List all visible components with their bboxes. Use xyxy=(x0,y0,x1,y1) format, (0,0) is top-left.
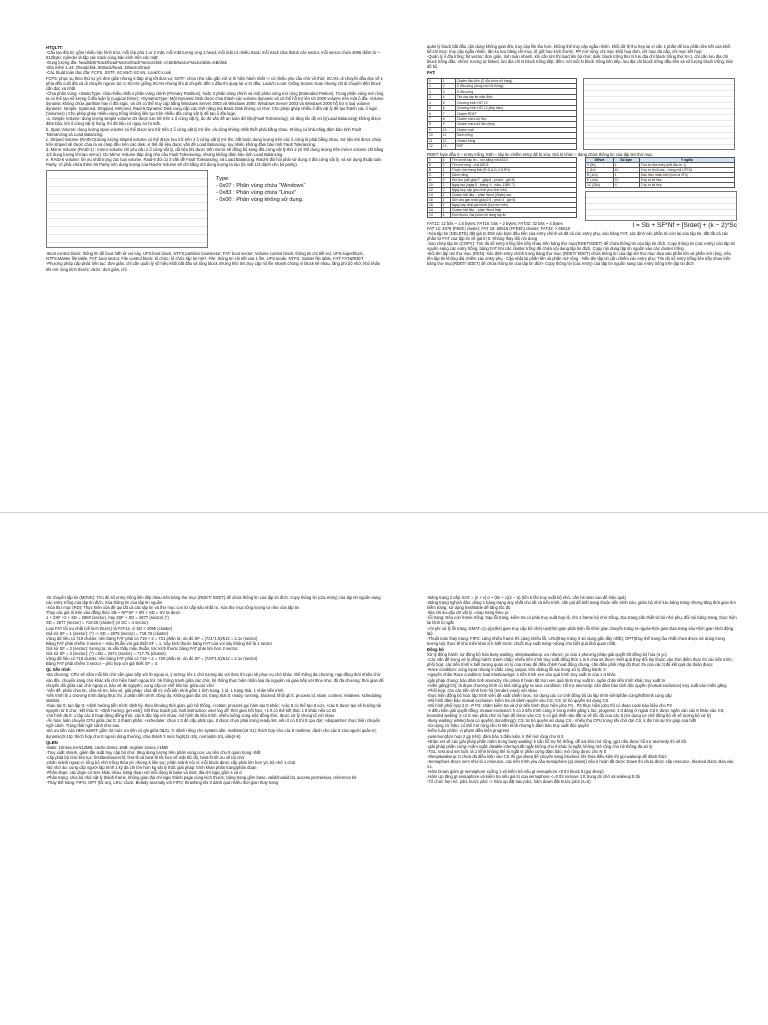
paragraph: -phân mảnh ngoại vi: tổng bộ nhớ trống thỏa y/c nhưng k liên tục; phân mảnh nội vi: mỗi block được cấp phát lớn hơn y/c bộ nhớ 1 chút xyxy=(46,760,296,765)
paragraph: d. Mirror Volume (RAID-1) : mirror volume chỉ yêu cầu 2 ổ cứng vật lý, dữ liệu khi được trên mirror sẽ đồng bộ sang đĩa cứng vật lý thứ 2 (vì thế dung lượng trên mirror volume chỉ bằng 1/2 dung lượng khi tạo mirror). Do Mirror Volume đáp ứng nhu cầu Fault Tolerancing, nhưng không đảm bảo tính Load Balancing. xyxy=(46,146,384,157)
table-cell: 1 xyxy=(441,172,450,177)
table-cell: Ổ đĩa cứng xyxy=(455,89,576,94)
doc-title: HTQLTT: xyxy=(46,45,63,50)
table-cell: 11 xyxy=(428,138,442,143)
paragraph: -Xóa thư mục (RD): Thực hiện xóa đệ qui tất cả các tập tin và thư mục con từ cấp sâu nhất ra. Xóa thư mục tổng lượng tư như xóa tập tin xyxy=(46,605,300,611)
table-cell: Dành riêng xyxy=(455,133,576,138)
table-cell: 16 xyxy=(428,197,442,202)
table-cell: 1A xyxy=(428,207,442,212)
paragraph: FCFS: phục vụ theo thứ tự y/c đơn giản nhưng k đáp ứng tốt dưa vụ; SSTF: chọn như cầu gần với vị trí hiện hành nhất -> có nhiều yêu cầu chờ vô thời; SCAN: di chuyển đầu đọc về 1 phía đến cuối đĩa và di chuyển ngược lại; C-SCAN: giống SCAN nhưng khi di chuyển đến 1 đầu thì quay lại vị trí đầu; Look/C-Look: Giống Scan/c-scan nhưng chỉ di chuyển đến block cần đọc xa nhất xyxy=(46,75,383,91)
table-cell: Cluster hỏng xyxy=(455,138,576,143)
fat-table-image xyxy=(427,78,737,150)
page2-left-column xyxy=(46,595,384,785)
table-cell: 14 xyxy=(428,192,442,197)
paragraph: -giải pháp chung: bảo đảm tính atomicity cho phép tt hoàn tất trọn ven quá trình truy xuất tn, ngăn chặn tiến trình khác truy xuất tn xyxy=(427,677,666,683)
paragraph: 1 + 2SF +2 + SD = 2880 (sector), hay 2SF + SD = 2877 (sector) (*) xyxy=(46,615,169,621)
page2-right-column xyxy=(427,595,737,784)
paragraph: -Semaphore được xem như là 1 resource, các tiến trình yêu cầu semaphore (p) down() nếu k hoàn tất được Down thì chưa được cấp resource, blocked được đưa vào s.L xyxy=(427,759,734,770)
paragraph: -Đa chương: CPU sẽ nắm mỗi khi chờ cần giao tiếp với tb ngoại vi, ý tưởng: khi 1 chờ tương tác với tbnv thì cpu sẽ phục vụ chờ khác -thể thống đa chương: nạp đồng thời nhiều chờ vào đĩa, chuyển sang chờ khác khi chờ hiện hành ngoại trừ, hệ thống tranh giữa các chờ, hệ thống thực hiện nhân loại tài nguyên và giao tiếp với tbnv như, độ đa chương: thời gian để chuyển đổi giữa các chờ ngoại vi, bảo vệ tài nguyên, cung cấp cơ chế liên lạc giữa các chờ xyxy=(46,672,384,688)
table-header-cell: Số byte xyxy=(613,157,639,162)
table-cell: 8 xyxy=(441,116,455,121)
paragraph: -Mô hình phối hợp 2 tt: -P P2: chăm kiểm tra và chờ tiến trình thực hiện job1 P1 , P2 thực hiện job1 thì có đoạn code báo hiệu cho P2 xyxy=(427,702,672,708)
table-cell: 1C (28d) xyxy=(586,182,614,187)
table-cell: Kích thước của phần nội dung tập tin xyxy=(450,212,576,217)
table-cell: EOF xyxy=(455,144,576,150)
paragraph: -Busy waiting: while(chưa có quyền) donothing(); CS; từ bỏ quyền sử dụng CS - nhiều thụ CPU trong khi chờ đợi CS, k đòi hỏi sự trợ giúp của hđh xyxy=(427,718,697,724)
paragraph: SD = 2877 (sector) = 719.25 (cluster) (vì SC = 4 sector). xyxy=(46,620,149,626)
table-cell: Chương trình FAT 12 xyxy=(455,100,576,105)
table-cell: 11 xyxy=(441,133,455,138)
table-cell: 8 xyxy=(428,122,442,127)
table-cell: Giờ sửa gần nhất (giây/2:5 , phút: 6 , giờ:5) xyxy=(450,197,576,202)
table-cell: 2 xyxy=(441,187,450,192)
table-cell: 4 xyxy=(428,100,442,105)
type-title: Type: xyxy=(216,176,230,183)
table-cell: Tên chính tập tin – lưu bằng mã ASCII xyxy=(450,157,576,162)
table-cell: Dành riêng xyxy=(450,172,576,177)
paragraph: -Hàm Up tăng gt semaphore và kiểm tra nếu giá trị của semaphore <=0 thì remove 1 tt trong ds chờ và wakeup tt đó xyxy=(427,774,641,780)
table-cell: 1 xyxy=(441,167,450,172)
table-cell: 0 xyxy=(428,78,442,83)
paragraph: -Bộ nhớ ảo: cung cấp người lập trình 1 ký đa chỉ lớn hơn kg vật lý thật; giải pháp: trình khan phân trang/phân đoạn xyxy=(46,765,257,771)
paragraph: -Tổ chức hẹn hò: job1 trước job2 -> hàm up đặt sau job1, hàm down đặt trước job2 (s=0) xyxy=(427,779,591,785)
paragraph: -Vấn đề: phân chia tm, chia sẻ tm, bảo vệ, giải pháp: chia để trị; mỗi tiến trình gồm 1 tình trạng, 1 id, 1 trạng thái, 1 nhân tiến trình xyxy=(46,687,284,693)
fat-label: FAT: xyxy=(427,70,436,76)
fat-table xyxy=(427,78,577,150)
table-cell: 1C xyxy=(428,212,442,217)
table-cell: 0 xyxy=(428,157,442,162)
paragraph: -Boot control block: thông tin để boot hđh từ vol này, UFS:boot block, NTFS:partition bootsector; FAT: boot sector; Volume control block: thông tin chi tiết vol, UFS:superblock, NTFS:Master file table, FAT: boot sector; File control block: tổ chức: tổ chức tập tin ntn?, File: thông tin chi tiết của 1 file, UFS:inode, NTFS: master file table, FAT: FAT&RDET xyxy=(46,251,364,262)
table-row xyxy=(428,144,577,150)
table-cell: 1 xyxy=(613,172,639,177)
table-cell: 3 xyxy=(441,162,450,167)
table-cell: 5 xyxy=(441,100,455,105)
paragraph: -Sao chép tập tin (COPY): Tìm đủ số entry trống liên tiếp nhau trên bảng thư mục(RDET/SDET) để chứa thông tin của tập tin đích, Copy thông tin (các entry) của tập tin nguồn sang các entry trống, bảng FAT tìm các cluster trống để chứa nội dung tập tin đích, Copy nội dung tập tin nguồn vào các cluster trống xyxy=(427,241,736,252)
section-heading: QLBN xyxy=(46,739,58,745)
table-cell: 5 ký tự UniCode – bảng mã UTF16 xyxy=(639,167,734,172)
paragraph: -a. Simple Volume: dung lượng simple volume chỉ được lưu trữ trên 1 ổ cứng vật lý, do đó vấn đề an toàn dữ liệu(Fault Tolerancing), và tăng tốc độ xử lý(Load Balancing) không được đảm bảo, khi ổ cứng vật lý hỏng, thì dữ liệu có nguy cơ bị mất. xyxy=(46,116,381,127)
paragraph: -Phương pháp cấp phát: liên tục: đơn giản, chỉ cần quản lý số hiệu khối bắt đầu và tổng block nhưng khó tìm,truy cập nổ file nhanh chóng vì block kề nhau, lãng phí bộ nhớ; khó khăn khi mở rộng kích thước; dxớc: đơn giản, chỉ xyxy=(46,261,381,272)
table-cell: 7 xyxy=(428,116,442,121)
table-cell: 1 xyxy=(613,162,639,167)
table-cell: 3 xyxy=(441,177,450,182)
table-cell: 10 xyxy=(428,133,442,138)
paragraph: -Đó ưu tiên của HĐH winNT: gồm 32 mức ưu tiên có ghi giữa 0&31, 0: đành riêng cho system idle; realtime(16-31): thích hợp cho các tt realtime, dành cho các tt của người quản trị; dynamic(0-15): thích hợp cho tt người dùng thường, chia thành 3 mức high(11-15), normal(6-10), idle(2-6) xyxy=(46,728,377,739)
paragraph: e. RAID-5 volume: lời ưu nhất trong các loại volume. Raid-5 đòi có 3 vấn đề Fault Tolerancing, và Load Balancing. Raid-5 đòi hỏi phải sử dụng 3 đĩa cứng vật lý, và sử dụng thuật toán Parity. Vì phải chứa thêm bit Parity nên dung lượng của Raid-5 Volume sẽ chỉ bằng 2/3 dung lượng ta tạo (bị mất 1/3 dành cho bit parity). xyxy=(46,157,382,168)
fat-size-line: FAT 12: 4078 (FEEh) cluster; FAT 16: 65518 (FFEEh) cluster; FAT32: > 65518 xyxy=(427,225,570,231)
paragraph: -lỗi trang: Nếu còn frame trống: trap lỗi trang, kiểm tra có phải truy xuất hợp lệ, tìm 1 frame bộ nhớ trống, đọc trang cần thiết từ bộ nhớ phụ, đổi nội bảng trang, thực hiện lại lệnh bị ngắt xyxy=(427,615,737,626)
table-cell: Cluster chứa dữ liệu xyxy=(455,116,576,121)
table-cell: 10 xyxy=(428,182,442,187)
table-cell: 2 ký tự kế tiếp xyxy=(639,182,734,187)
table-cell: 3 xyxy=(441,89,455,94)
table-cell: 10 xyxy=(441,127,455,132)
paragraph: -Truy xuất nhanh, giảm tần suất truy cập bộ nhớ, tăng dung lượng trên phân vùng con, ưu tiên cho tt quan trọng nhất xyxy=(46,749,261,755)
table-row xyxy=(428,212,577,217)
paragraph: -Dung lượng đĩa: head/disk*track/head*sector/track*sector/disk =0.5KB/sector*sector/disk=KB/disk xyxy=(46,60,227,66)
table-cell: D xyxy=(428,177,442,182)
paragraph: -miền găng(CS): là đoạn chương trình có khả năng gây ra race condition; Hỗ trợ atomicity: cần đảm bảo tính độc quyền (mutual exclusion) truy xuất vào miền găng xyxy=(427,682,727,688)
table-cell: C xyxy=(428,172,442,177)
formula-figure xyxy=(46,60,384,75)
table-cell: 9 xyxy=(428,127,442,132)
paragraph: -Địa chỉ ảo=địa chỉ vật lý =map trang theo yc xyxy=(427,610,509,616)
table-cell: 2 xyxy=(441,182,450,187)
paragraph: -Các vấn đề trong xử lý đồng hành: tranh chấp: nhiều tiến trình truy xuất đồng thời 1 tn k chia sẻ được->kết quả thay đổi tùy thuộc vào thời điểm thực thi các tiến trình; phối hợp: các tiến trình k biết tương quan xử lý của nhau để điều chỉnh hoạt động chung, cần điều phối nhịp độ thực thi của các tt để kết quả dự đoán được xyxy=(427,657,733,668)
table-cell: Thuộc tính trạng thái (R-S-A-D-V-S-RH) xyxy=(450,167,576,172)
paragraph: Thay các giá trị trên vào đẳng thức SB + NF*SF + SR + SD = SV ta được xyxy=(46,610,181,616)
paragraph: -Bảng trang nghịch đảo: dùng 1 bảng trang duy nhất cho tất cả tiến trình, cần pid để biết trang thuộc tiến trình nào, giảm bộ nhớ lưu bảng trang nhưng tăng thời gian tìm kiếm trang, sử dụng hashtable để tăng tốc độ xyxy=(427,600,736,611)
fat-size-line: FAT12: 12 bits ~ 1,5 bytes; FAT16: bits ~ 2 bytes; FAT32: 32 bits ~ 4 bytes xyxy=(427,220,563,226)
paragraph: Vùng dữ liệu có 719 cluster, nên bảng FAT phải có 719 + 2 = 721 phần tử, do đó SF = (721*1.5)/512 = 2.1x (sector) xyxy=(46,635,258,641)
table-cell: Giờ tạo (mili giây*7 , giây:6 , phút:6 , giờ:5) xyxy=(450,177,576,182)
table-cell: 2 xyxy=(428,89,442,94)
paragraph: Bảng FAT phải chiếm 3 sector – mâu thuẫn với giả thiết SF = 1. Vậy kích thước bảng FAT của vol này không thể là 1 sector xyxy=(46,640,272,646)
table-cell: Cluster RDET xyxy=(455,111,576,116)
table-cell: 6 xyxy=(441,105,455,110)
paragraph: -giải pháp phần cứng->cấm ngắt: disable interrupt,tắt ngắt không cho tt khác bị ngắt; không mở rộng cho hệ thống đa xử lý xyxy=(427,743,653,749)
table-cell: B (11d) xyxy=(586,172,614,177)
paragraph: -Ấn hóa: luân chuyển CPU giữa các tt; 2 thành phần: +scheduler: chọn 1 tt để cấp phát cpu, tt được chọn phải trong ready list, nếu 0 có tt thì tt cpu đợi; +dispatcher: thực hiện chuyển ngữ cảnh. Trạng thái ngữ cảnh như sau xyxy=(46,718,381,729)
type-item: - 0x00 : Phân vùng không sử dụng. xyxy=(216,197,304,204)
paragraph: Xử lý đồng hành; sự đồng bộ hóa busy waiting, sleep&wakeup, ưu nhược; yc của 1 phương pháp giải quyết tốt đồng bộ hóa (4 yc) xyxy=(427,652,667,658)
table-cell: Chương trình FAT 12 (tiếp theo) xyxy=(455,105,576,110)
document-page-2 xyxy=(0,512,768,1025)
paragraph: -Nhận xét về các giải pháp phần mềm trong busy-waiting: k cần hỗ trợ hệ thống, dễ sai khó mở rộng, gp1 nếu được hỗ trợ atomicity thì sẽ tốt xyxy=(427,738,686,744)
paragraph: -nguyên nhân Race condition: bad interleavings: 1 tiến trình xen vào quá trình truy xuất tn của 1 tt khác xyxy=(427,672,616,678)
paragraph: Bảng FAT phải chiếm 3 sector – phù hợp với giả thiết SF = 3. xyxy=(46,661,159,667)
table-cell: B xyxy=(428,167,442,172)
table-cell: 9 xyxy=(441,122,455,127)
paragraph: -Sleep&wakeup: tt chưa đủ điều kiện vào CS thì gọi sleep để chuyển sang blocked, khi thỏa điều kiện thì gọi wakeup để đánh thức xyxy=(427,753,667,759)
table-cell: Cluster bắt đầu – phần Word (2byte) cao xyxy=(450,192,576,197)
paragraph: -Xóa tập tin (DELETE) đặt giá trị E5h vào byte đầu tiên của entry chính và tất cả các entry phụ, vào bảng FAT, xác định các phần tử còn lại của tập tin, đặt tất cả các phần tử FAT của tập tin về giá trị 0. Không thay đổi nội dung xyxy=(427,230,729,241)
table-cell: Tên mở rộng – mã ASCII xyxy=(450,162,576,167)
paragraph: -Race condition: cùng input nhưng k chắc cùng output, khó debug lỗi sai trong xử lý đồng hành; 4 xyxy=(427,667,606,673)
table-cell: 5 xyxy=(428,105,442,110)
paragraph: -Phân đoạn: các đoạn có size khác nhau, bảng đoạn với mỗi dòng là base và limit; địa chỉ logic gồm s và d xyxy=(46,770,242,776)
rdet-figure xyxy=(427,157,737,221)
rdet-title: RDET: byte đầu 0 – entry trống, E5h – tập tin chiếm entry đã bị xóa, Giá trị khác – đang chứa thông tin của tập tin/ thư mục. xyxy=(427,151,654,157)
paragraph: Giả sử SF = 1 (sector): (*) -> SD = 2875 (sector) = 718.75 (cluster) xyxy=(46,630,169,636)
paragraph: -Phối hợp: cho các tiến trình hơn hộ (rendez vous) với nhau xyxy=(427,687,537,693)
page1-right-column xyxy=(427,44,737,267)
table-cell: 12 xyxy=(428,144,442,150)
paragraph: Loại FAT tối ưu nhất (về kích thước) là FAT12, vì SD < 4095 (cluster) xyxy=(46,625,173,631)
section-heading: Đồng bộ xyxy=(427,646,444,652)
table-cell: Ngày tạo (ngày:5 , tháng: 4 , năm -1980: 7) xyxy=(450,182,576,187)
paragraph: -thực hiện đồng bộ hóa: lập trình viên đề xuất chiến lược, sử dụng các cơ chế đồng bộ do lập trình viên/phần cứng/hđh/nnlt cung cấp xyxy=(427,692,672,698)
paragraph: -4 điều kiện giải quyết đồng: mutual exclusion: k có 2 tiến trình cùng ở trong miền găng 1 lúc; progress: 1 tt đang ở ngoài CS k được ngăn cản các tt khác vào CS; bounded waiting: k có tt nào phải chờ vô hạn để được vào CS; k có giả thiết nào đặt ra về tốc độ của các tt (sử dụng cơ chế đồng bộ về số lượng bộ xử lý) xyxy=(427,708,725,719)
fat-table-copy xyxy=(583,78,735,150)
table-cell: 18 xyxy=(428,202,442,207)
type-item: - 0x07 : Phân vùng chứa "Windows" xyxy=(216,183,306,190)
lfn-offset-table xyxy=(585,157,735,188)
table-row xyxy=(586,182,735,187)
table-cell: 2 xyxy=(441,207,450,212)
paragraph: -Bảng trang 2 cấp: EAT = (n + ε) α + (5n + ε)(1 – α) (tốn 5 lần truy xuất bộ nhớ, cần hit ratio cao để hiệu quả) xyxy=(427,595,626,600)
table-cell: 3 xyxy=(428,94,442,99)
table-cell: 0 (0h) xyxy=(586,162,614,167)
paragraph: -Chia phân vùng: +BasicType: chia nhiều nhất 4 phân vùng chính (Primary Partition), hoặc 3 phân vùng chính và một phân vùng mở rộng (Extended Partion). Trong phân vùng mở rộng ta có thể tạo số lượng ổ đĩa luận lý (Logical Drive); +DynamicType: Một Dynamic Disk được chia thành các volume dynamic và có thể hỗ trợ lên tới 2000 volume trên một ổ đĩa. Volume dynamic không chứa partition hay ổ đĩa logic, và chỉ có thể truy cập bằng Windows Server 2003 và Windows 2000. Windows Server 2003 và Windows 2000 hỗ trợ 5 loại volume dynamic: Simple, Spanned, Stripped, Mirrored, Raid-5.Dynamic Disk cung cấp các tính năng mà Basic Disk không có như: Cho phép ghép nhiều ổ đĩa vật lý để tạo thành các ổ logic (Volumes) | Cho phép ghép nhiều vùng trống không liên tục trên nhiều đĩa cứng vật lý để tạo ổ đĩa logic xyxy=(46,90,384,117)
type-notes xyxy=(216,170,306,204)
document-page-1 xyxy=(0,0,768,512)
paragraph: -cấp phát bộ nhớ liên tục: first/best/worst fit; first-fit và best-fit tốt hơn về mặt tốc độ, best-fit tốt ưu về bộ nhớ xyxy=(46,754,245,760)
paragraph: Vùng dữ liệu có 718 cluster, nên bảng FAT phải có 718 + 2 = 720 phần tử, do đó SF = (720*1.5)/512 = 2.1x (sector) xyxy=(46,656,258,662)
paragraph: -Đổi tên tập tin/ thư mục (REN): Xác định entry chính trong bảng thư mục (RDET/ SDET) chứa thông tin của tập tin/ thư mục đưa vào phần tên và phần mở rộng, nếu tên tập tin không dài chiếm các entry phụ - Cập nhật lại phần tên và phần mở rộng - Nếu tên tập tin cần chiếm các entry phụ: Tìm đủ số entry trống liên tiếp nhau trên bảng thư mục(RDET/ SDET) để chứa thông tin của tập tin đích- Copy thông tin (các entry) của tập tin nguồn sang các entry trống trên tập tin đích xyxy=(427,251,731,267)
table-cell: 8 xyxy=(441,157,450,162)
table-cell: 1 (1h) xyxy=(586,167,614,172)
table-cell: 12 xyxy=(428,187,442,192)
paragraph: -Cấu tạo đĩa từ: gồm nhiều lớp hình tròn, mỗi lớp phủ 1 or 2 mặt, mỗi mặt tương ứng 1 head, mỗi mặt có nhiều track, mỗi track chia thành các sector, mỗi sector chứa 4096 điểm từ ~ 512byte; cylinder là tập các track cùng bán kính trên các mặt; xyxy=(46,50,380,61)
paragraph: -thao tác tt: tạo lập tt: +định hướng tiến trình; định kỳ, theo khoảng thời gian, giờ hệ thống, +rotate; process gọi hàm tạo tt khác; +các tt có thể tạo tt con; +các tt được tạo sẽ hướng tài nguyên từ tt cha; -kết thúc tt: +định hướng: get exit(); kết thúc batch job, halt instruction, user log off; thời gian hết hạn; +1 tt có thể kết thúc 1 tt khác nếu có ID xyxy=(46,702,381,714)
paragraph: -chỉ phí xử lý lỗi trang: EMAT=(1-p)x(thời gian truy cập bộ nhớ)+px(thời gian phát hiện lỗi+thời gian chuyển trang ra ngoài+thời gian đưa trang vào+thời gian khởi động lại) xyxy=(427,625,734,636)
table-cell: 12 xyxy=(613,177,639,182)
fat-value-table-image xyxy=(585,191,737,221)
table-cell: 4 xyxy=(441,94,455,99)
table-cell: 10 xyxy=(613,167,639,172)
table-cell: 1 xyxy=(441,78,455,83)
table-cell: 2 xyxy=(441,197,450,202)
table-cell: Ngày cập nhật gần nhất (lưu như trên) xyxy=(450,202,576,207)
formula: I = Sb + SF*Nf + [Srdet] + (k − 2)*Sc xyxy=(632,221,737,229)
paragraph: -kiểm luân phiên: vi phạm điều kiện progress xyxy=(427,728,510,734)
paragraph: -mô hình đa tt: 1 tập các tt hoạt động đồng thời, các tt độc lập với nhau; mô hình đa tiểu trình: nhiều luồng cùng việc đồng thời, được xử lý chung tổ với nhau xyxy=(46,713,334,719)
table-cell: Cluster đầu tiên (Ổ đĩa chưa sử dụng) xyxy=(455,78,576,83)
table-cell: 6 ký tự kế tiếp xyxy=(639,177,734,182)
partition-figure xyxy=(46,170,384,248)
table-cell: E (14d) xyxy=(586,177,614,182)
paragraph: -Thay thế trang: FIFO, OPT (tối ưu), LRU, clock; Belady anomaly với FIFO; thrashing khi tt dành quá nhiều thời gian thay trang xyxy=(46,780,279,786)
paragraph: -tiến trình là 1 chương trình đang thực thi, 2 phân tiến trình: đóng dụ, không gian địa chỉ, trạng thái tt: ready, running, blocked; khối qli tt: process id, state, context, relatives, scheduling statistic xyxy=(46,692,382,703)
table-cell: Cluster cuối xyxy=(455,127,576,132)
paragraph: -TSL: test and set lock: là 1 lệnh không thể bị ngắt vì phần cứng đảm bảo; mở rộng được cho N tt xyxy=(427,748,606,754)
paragraph: -Đĩa mềm 1.44: 2head/disk, 80track/head, 18sector/track xyxy=(46,65,151,71)
table-cell: Ngày truy cập gần nhất (lưu như trên) xyxy=(450,187,576,192)
table-cell: Thứ tự của entry (bắt đầu từ 1) xyxy=(639,162,734,167)
table-cell: 6 xyxy=(428,111,442,116)
paragraph: quản lý block bắt đầu, tận dụng không gian đĩa, truy cập file lâu hơn, không thể truy cập ngẫu nhiên, khối dữ lệ thu hẹp lại vì cần 1 phần để lưu phần liên kết của khối kế;chỉ mục: truy cập ngẫu nhiên, tận ko lưu băng chỉ mục, lệ gốt hao kích thước; PP mở rộng: chỉ mục khối hoạ đơn, chỉ mục đa cấp, chỉ mục kết hợp xyxy=(427,44,731,55)
paragraph: -Thuật toán thay trang: FIFO: càng nhiều frame thì càng nhiều lỗi; LRU(thay trang ít sử dụng gần đây nhất); OPT(thay thế trang lâu nhất chưa được sử dụng trong tương lai): thực tế khó triển khai vì k biết trước chuỗi truy xuất trang->dùng cho biết quả khả quan nhất. xyxy=(427,635,725,646)
section-heading: QL tiến trình xyxy=(46,667,71,673)
paragraph: -Quản lý ổ đĩa trống: bit vector: đơn giản, tính toán nhanh, khi cần lớn thì load lên bộ nhớ; dxlk: block trống thứ N lưu địa chỉ block trống thứ N+1, chỉ cần lưu địa chỉ block trống đầu; nhóm: tương tự linked, lưu địa chỉ N block trống tiếp; đếm: với mỗi N block trống liên tiếp, lưu địa chỉ block trống đầu tiên và số lượng block trống; bản đồ bộ xyxy=(427,54,734,70)
rdet-table xyxy=(427,157,577,218)
paragraph: Giả sử SF = 3 (sector): (*) =SD = 2871 (sector) = 717.75 (cluster). xyxy=(46,651,167,657)
paragraph: c. Striped Volume (RAID-0):dung lượng striped volume có thể được lưu trữ trên 2 ổ cứng vật lý trở lên, bắt buộc dung lượng trên các ổ cứng là phải bằng nhau. Sử liệu khi được chép trên striped sẽ được chia ra và chép đều trên các disk, vì thế dữ liệu được vấn đề Load Balancing, tuy nhiên không đảm bảo tính Fault Tolerancing. xyxy=(46,136,381,147)
type-item: - 0x83 : Phân vùng chứa "Linux" xyxy=(216,190,297,197)
table-cell: 7 xyxy=(441,111,455,116)
table-cell: Cluster chứa dữ liệu (tiếp) xyxy=(455,122,576,127)
table-header-cell: Offset xyxy=(586,157,614,162)
paragraph: -Hàm Down giảm gt semaphore xuống 1 và kiểm trả nếu gt semaphore <0 thì block tt (gọi sleep) xyxy=(427,769,604,775)
paragraph: -sử dụng cờ hiệu: có thể mở rộng cho N tiến trình nhưng k đảm bảo truy xuất độc quyền xyxy=(427,723,589,729)
paragraph: -Các thuật toán đọc đĩa: FCFS, SSTF, SCAN/C-SCAN, Look/C-Look xyxy=(46,70,172,76)
table-cell: 2 xyxy=(441,192,450,197)
fat-size-block xyxy=(427,221,737,231)
paragraph: -Main: 10nsec,64-512MB; cache:2nsec,1MB; register:1nsec,<1MB xyxy=(46,744,168,750)
table-cell: 12 xyxy=(441,138,455,143)
table-cell: 13 xyxy=(441,144,455,150)
paragraph: -peterson(đơn hợp 2 gp trên): đảm bảo 3 điều kiện, k thể mở rộng cho N tt xyxy=(427,733,564,739)
page1-left-column xyxy=(46,44,384,272)
table-cell: 1 xyxy=(428,84,442,89)
table-header-cell: Ý nghĩa xyxy=(639,157,734,162)
table-cell: Ổ đĩa cứng (dùng cho hệ thống) xyxy=(455,84,576,89)
paragraph: -Di chuyển tập tin (MOVE): Tìm đủ số entry trống liên tiếp nhau trên bảng thư mục (RDET/ SDET) để chứa thông tin của tập tin đích. Copy thông tin (các entry) của tập tin nguồn sang các entry trống của tập tin đích, Xóa thông tin của tập tin nguồn xyxy=(46,595,381,606)
paragraph: -Phân trang: chia bộ nhớ vật lý thành frame, không gian địa chỉ logic thành page cùng kích thước; bảng trang gồm base, valid/invalid bit, access permission, reference bit xyxy=(46,775,357,781)
paragraph: Giả sử SF = 2 (sector): tương tự, ta vẫn thấy mâu thuẫn, tức kích thước bảng FAT phải lớn hơn 2 sector. xyxy=(46,645,239,651)
table-cell: 2 xyxy=(441,202,450,207)
table-cell: 2 xyxy=(441,84,455,89)
paragraph: b. Span Volume: dung lượng span volume có thể được lưu trữ trên 2 ổ cứng vật lý trở lên, và cũng không nhất thiết phải bằng nhau. Không có khả năng đảm bảo tính Fault Tolerancing,và Load Balancing. xyxy=(46,126,362,137)
table-cell: 4 xyxy=(613,182,639,187)
table-cell: Cluster bắt đầu – phần Word thấp xyxy=(450,207,576,212)
table-cell: Dấu hiệu nhận biết (luôn là 0Fh) xyxy=(639,172,734,177)
table-cell: 4 xyxy=(441,212,450,217)
table-cell: Tên các tập tin mặc định xyxy=(455,94,576,99)
table-cell: 8 xyxy=(428,162,442,167)
paragraph: -Mô hình đảm bảo mutual exclusion: kiểm tra và dành quyền vào CS; CS; từ bỏ quyền sử dụng CS xyxy=(427,697,609,703)
partition-table-image xyxy=(46,170,208,248)
